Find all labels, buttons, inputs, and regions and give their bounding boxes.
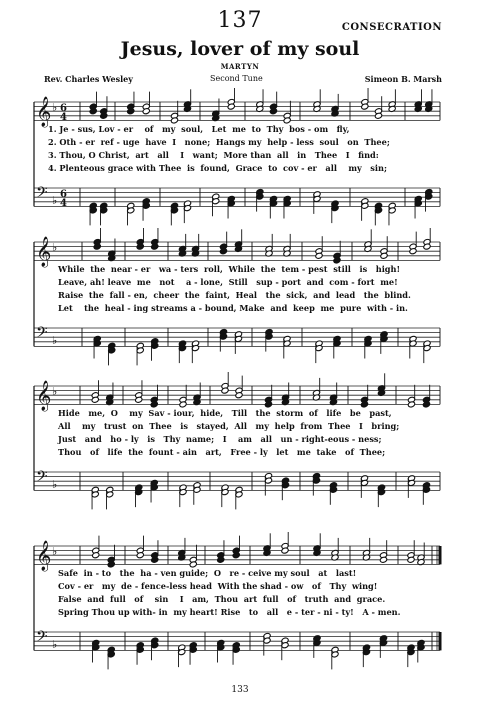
time-signature: 6 — [60, 103, 67, 114]
time-signature: 4 — [60, 198, 67, 209]
tune-label: Second Tune — [210, 74, 263, 83]
treble-clef: 𝄞 — [36, 541, 52, 571]
composer-credit: Simeon B. Marsh — [364, 74, 442, 84]
flat-sign: ♭ — [52, 385, 58, 398]
author-credit: Rev. Charles Wesley — [44, 74, 133, 84]
lyric-line: False and full of sin I am, Thou art full of truth and grace. — [58, 594, 386, 604]
bass-clef: 𝄢 — [36, 468, 48, 489]
tune-name: MARTYN — [220, 62, 260, 71]
bass-clef: 𝄢 — [36, 324, 48, 345]
lyric-line: 4. Plenteous grace with Thee is found, Grace to cov - er all my sin; — [48, 163, 387, 173]
lyric-line: Raise the fall - en, cheer the faint, Heal the sick, and lead the blind. — [58, 290, 411, 300]
lyric-line: While the near - er wa - ters roll, While the tem - pest still is high! — [58, 264, 401, 274]
section-heading: CONSECRATION — [341, 22, 442, 33]
flat-sign: ♭ — [52, 478, 58, 491]
lyric-line: Leave, ah! leave me not a - lone, Still sup - port and com - fort me! — [58, 277, 398, 287]
bass-clef: 𝄢 — [36, 184, 48, 205]
lyric-line: Thou of life the fount - ain art, Free - ly let me take of Thee; — [58, 447, 386, 457]
lyric-line: 2. Oth - er ref - uge have I none; Hangs my help - less soul on Thee; — [48, 137, 390, 147]
lyric-line: Spring Thou up with- in my heart! Rise to all e - ter - ni - ty! A - men. — [58, 607, 401, 617]
hymn-number: 137 — [217, 8, 263, 33]
flat-sign: ♭ — [52, 638, 58, 651]
lyric-line: Let the heal - ing streams a - bound, Make and keep me pure with - in. — [58, 303, 408, 313]
lyric-line: 1. Je - sus, Lov - er of my soul, Let me to Thy bos - om fly, — [48, 124, 350, 134]
flat-sign: ♭ — [52, 334, 58, 347]
lyric-line: Cov - er my de - fence-less head With the shad - ow of Thy wing! — [58, 581, 378, 591]
flat-sign: ♭ — [52, 101, 58, 114]
lyric-line: All my trust on Thee is stayed, All my help from Thee I bring; — [58, 421, 400, 431]
lyric-line: 3. Thou, O Christ, art all I want; More than all in Thee I find: — [48, 150, 379, 160]
lyric-line: Safe in - to the ha - ven guide; O re - ceive my soul at last! — [58, 568, 357, 578]
flat-sign: ♭ — [52, 194, 58, 207]
hymn-title: Jesus, lover of my soul — [120, 38, 360, 60]
flat-sign: ♭ — [52, 241, 58, 254]
treble-clef: 𝄞 — [36, 97, 52, 127]
bass-clef: 𝄢 — [36, 628, 48, 649]
treble-clef: 𝄞 — [36, 237, 52, 267]
time-signature: 4 — [60, 112, 67, 123]
lyric-line: Hide me, O my Sav - iour, hide, Till the storm of life be past, — [58, 408, 392, 418]
treble-clef: 𝄞 — [36, 381, 52, 411]
flat-sign: ♭ — [52, 545, 58, 558]
time-signature: 6 — [60, 189, 67, 200]
page-number: 133 — [231, 685, 249, 695]
lyric-line: Just and ho - ly is Thy name; I am all un - right-eous - ness; — [58, 434, 382, 444]
